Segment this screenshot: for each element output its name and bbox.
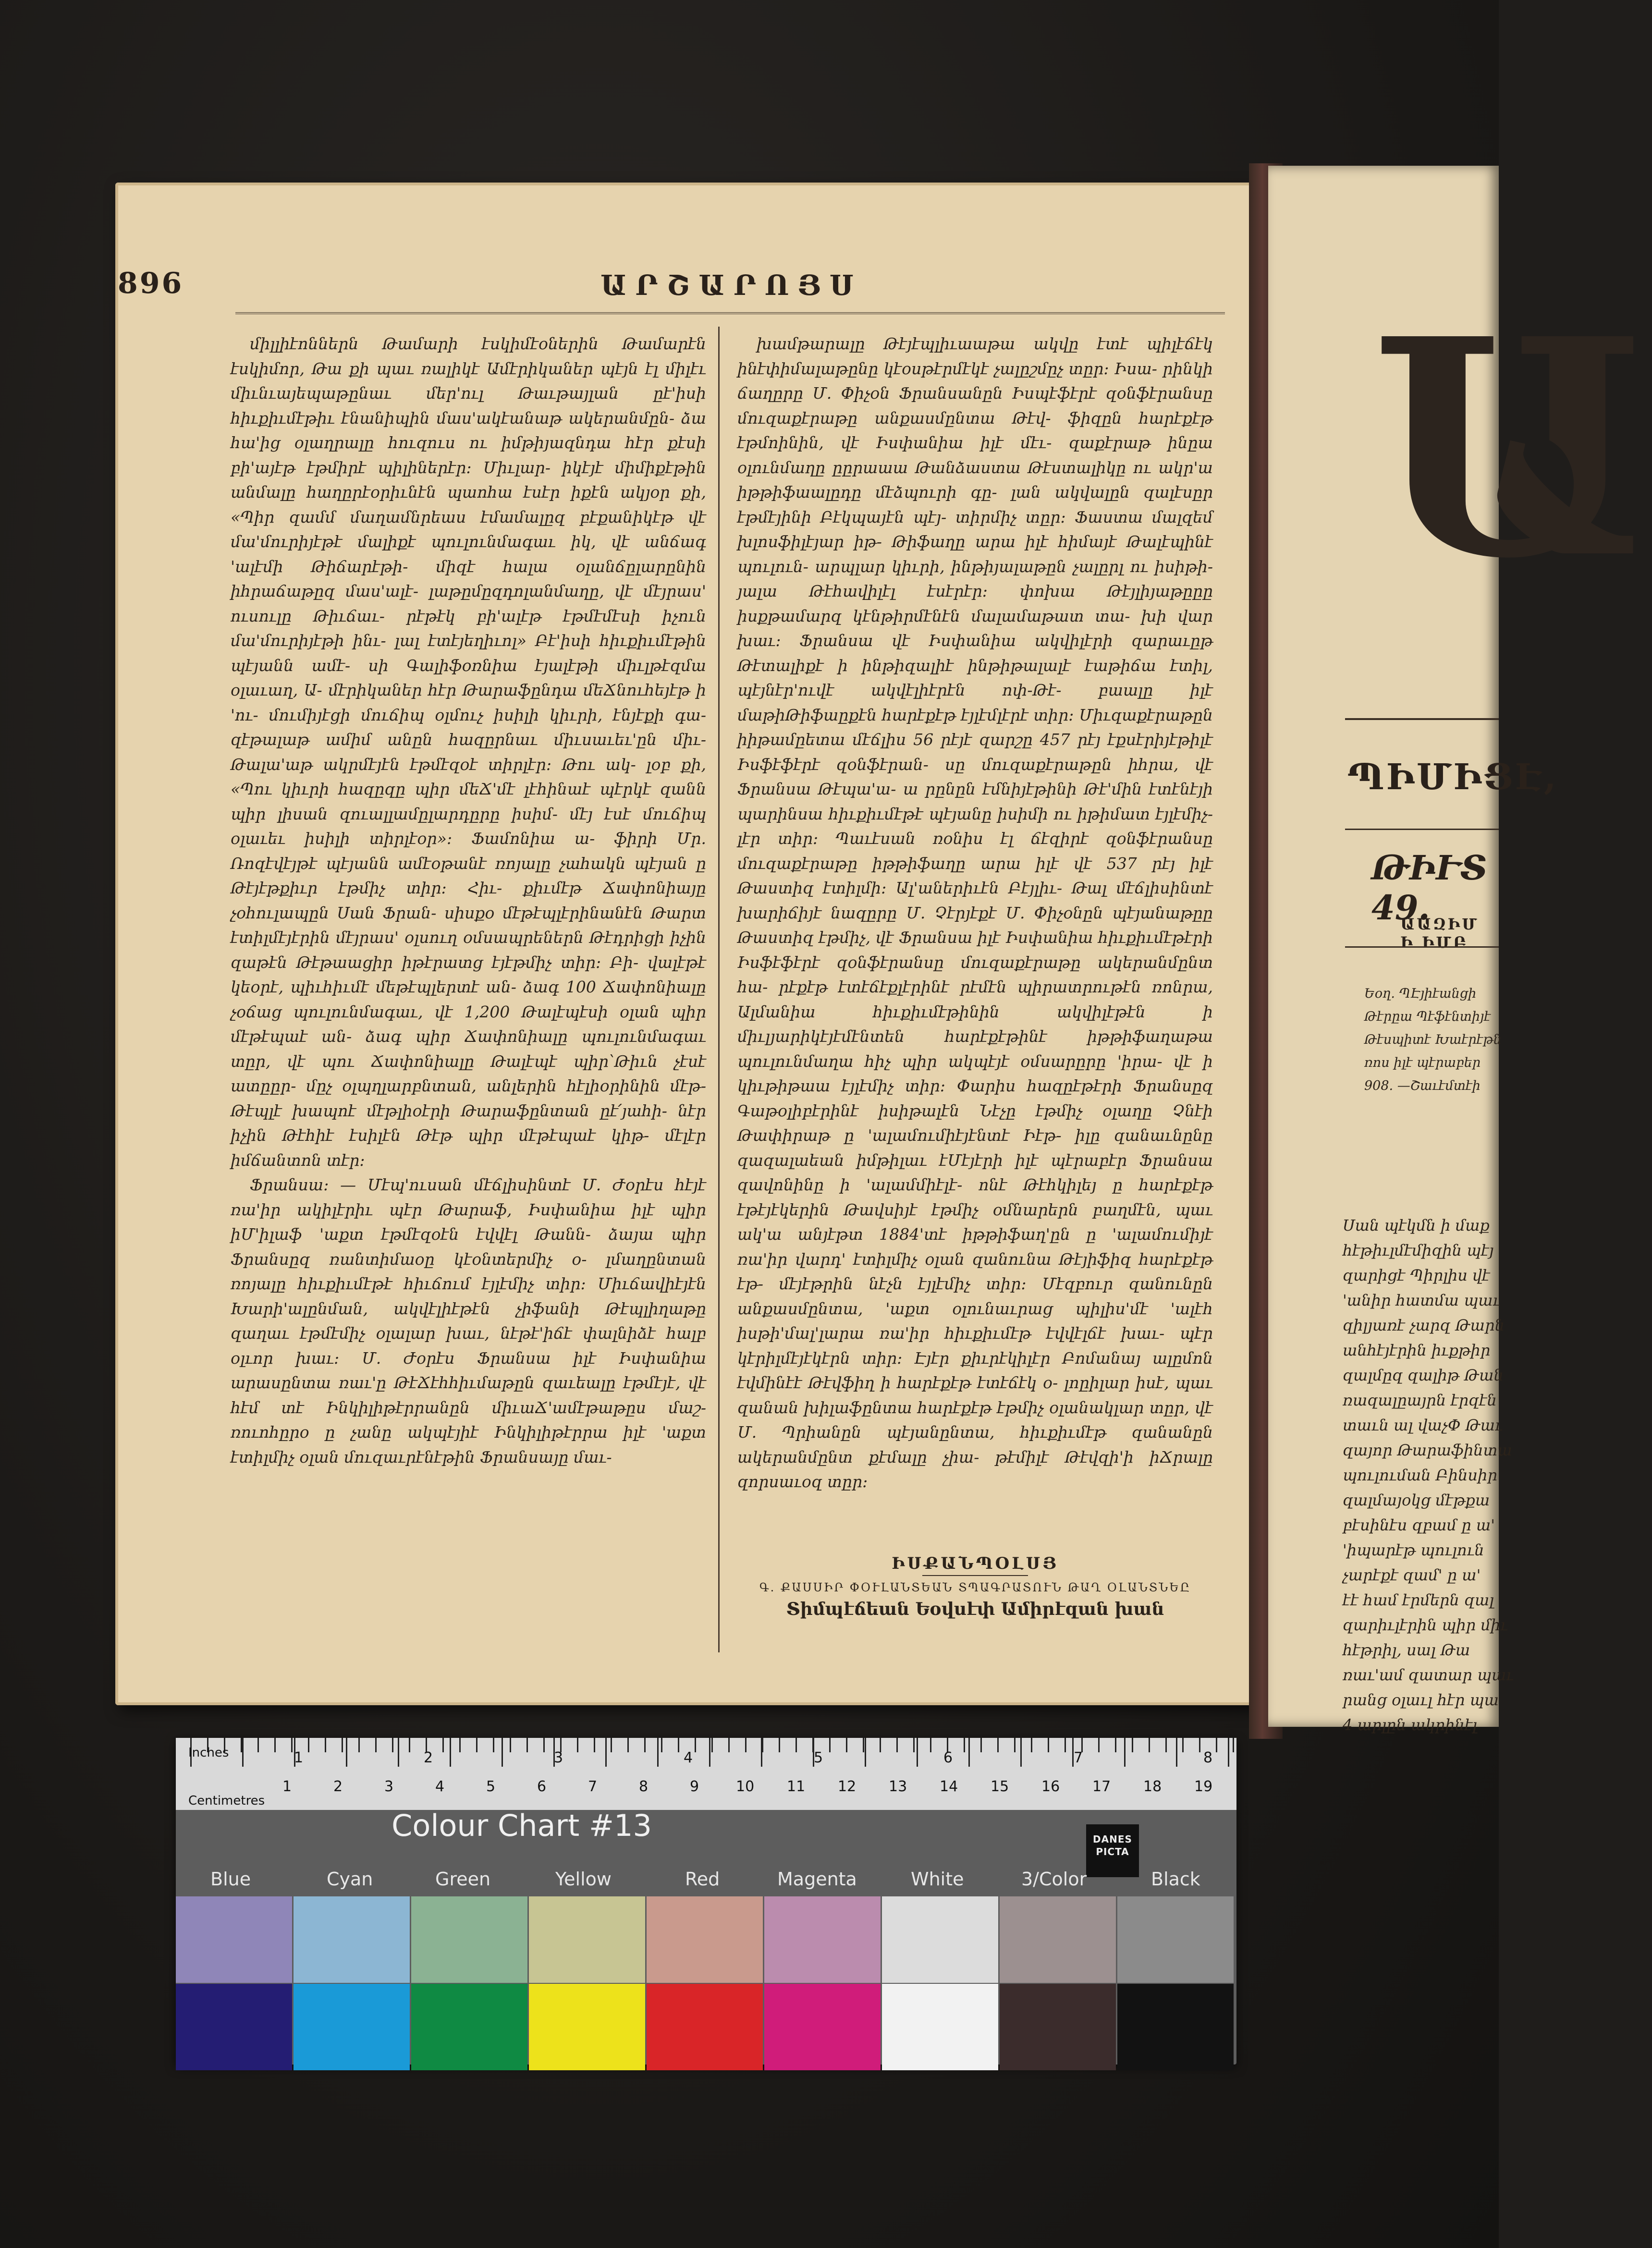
masthead-notes: [1364, 982, 1502, 1098]
body-line: րանց օլաւլ հէր պա: [1343, 1691, 1499, 1709]
light-blue-swatch: [176, 1896, 292, 1983]
light-red-swatch: [647, 1896, 763, 1983]
cm-tick: 3: [384, 1778, 394, 1795]
body-line: ռազալըայրն էրզէն: [1343, 1391, 1497, 1409]
danes-picta-logo: DANES PICTA: [1086, 1824, 1139, 1877]
cm-tick: 18: [1143, 1778, 1162, 1795]
header-rule: [235, 312, 1225, 314]
dark-white-swatch: [882, 1984, 998, 2070]
cm-tick: 8: [639, 1778, 649, 1795]
dark-yellow-swatch: [529, 1984, 645, 2070]
light-3-color-swatch: [1000, 1896, 1116, 1983]
imprint-owner: Տիմպէճեան Եօվսէփ Ամիրէզան խան: [786, 1599, 1164, 1619]
masthead-subhead: ԱԱԶԻՄ Ի ԻՄԲ: [1400, 915, 1479, 952]
inch-tick: 1: [294, 1749, 304, 1766]
dark-blue-swatch: [176, 1984, 292, 2070]
swatch-label: Red: [685, 1869, 720, 1890]
masthead-rule: [1345, 946, 1499, 948]
body-line: հէթիւլմէմիզին պէյ: [1343, 1241, 1494, 1259]
cm-tick: 6: [537, 1778, 547, 1795]
dark-green-swatch: [411, 1984, 527, 2070]
masthead-rule: [1345, 829, 1499, 830]
text-column-left: [231, 331, 706, 1628]
body-line: չարէքէ զամ' ը ա': [1343, 1566, 1481, 1584]
body-line: անհէյէրին իւքթիր: [1343, 1341, 1491, 1359]
cm-tick: 7: [588, 1778, 598, 1795]
right-page-body: [1343, 1213, 1514, 1737]
cm-tick: 5: [486, 1778, 496, 1795]
cm-tick: 16: [1041, 1778, 1060, 1795]
swatch-row-light: [176, 1896, 1236, 1983]
cm-tick: 19: [1194, 1778, 1213, 1795]
issue-number-fragment: ԹԻՒՏ 49.: [1371, 848, 1488, 928]
light-magenta-swatch: [764, 1896, 881, 1983]
body-line: զայոր Թարաֆինտա: [1343, 1441, 1512, 1459]
cm-tick: 15: [991, 1778, 1009, 1795]
swatch-label: Black: [1151, 1869, 1200, 1890]
dark-3-color-swatch: [1000, 1984, 1116, 2070]
right-page: [1268, 166, 1652, 1734]
imprint-city: ԻՍՔԱՆՊՕԼՍՅ: [892, 1554, 1059, 1573]
colour-chart-title: Colour Chart #13: [392, 1808, 652, 1843]
body-line: բէսինէս զբամ ը ա': [1343, 1516, 1495, 1534]
inch-tick: 8: [1203, 1749, 1213, 1766]
masthead-title-fragment: ՊԻՄԻՑԷ,: [1347, 757, 1558, 798]
body-line: Սան պէկմն ի մաք: [1343, 1216, 1490, 1234]
cm-tick: 1: [282, 1778, 292, 1795]
cm-tick: 14: [940, 1778, 958, 1795]
swatch-label: 3/Color: [1021, 1869, 1087, 1890]
swatch-label: Magenta: [777, 1869, 857, 1890]
body-line: ռաւ'ամ զատար պաւ: [1343, 1666, 1514, 1684]
inch-tick: 2: [424, 1749, 433, 1766]
cm-tick: 9: [690, 1778, 699, 1795]
light-black-swatch: [1117, 1896, 1234, 1983]
body-line: պուլուման Բինսիր: [1343, 1466, 1497, 1484]
body-line: զալմըզ զալիթ Թան: [1343, 1366, 1504, 1384]
swatch-label: Blue: [210, 1869, 251, 1890]
note-line: Թէրըա Պէֆէնտիյէ: [1364, 1009, 1491, 1024]
masthead-rule: [1345, 718, 1499, 720]
cm-tick: 10: [736, 1778, 755, 1795]
swatch-labels: [176, 1869, 1236, 1897]
dark-black-swatch: [1117, 1984, 1234, 2070]
dark-cyan-swatch: [294, 1984, 410, 2070]
light-white-swatch: [882, 1896, 998, 1983]
inch-tick: 6: [943, 1749, 953, 1766]
paragraph: խամթարալը Թէյէպլիւաաթա ակվը էտէ պիլէճէկ ինէփիմալաթընը կէօսթէրմէկէ չալըշմըչ տըր։ Իսա- րինկի ճաղըրը Մ. Փիչօն Ֆրանսանըն Իսպէֆէրէ զօնֆէրանսը մուզաքէրաթը անքասմընտա Թէվ- ֆիզըն հարէքէթ էթմոինին, վէ Իսփանիա իլէ մէւ- զաքէրաթ ինըա օլունմաղը ըըրաաա Թանձաստա Թէստալիկը ու ակր'ա իթթիֆաալըդը մէձպուրի գը- լան ակվալըն զալէսըր էթմէյինի Բէկպայէն պէյ- տիրմիչ տըր։ Ֆաստա մալզեմ խլոսֆիլէյար իթ- Թիֆաղը արա իլէ հիմայէ Թալէպինէ պուլուն- արպլար կիւրի, ինթիյալաթըն չալըրլ ու իսիթի- յալա Թէհավիլէլ էսէրէր։ փոխա Թէյլիյաթըըը իսքթամարզ կէնթիրմէնէն մալամաթատ տա- խի վար խաւ։ Ֆրանսա վէ Իսփանիա ակվիլէրի զարաւըթ Թէտալիքէ ի ինթիզալիէ ինթիթալալէ էաթիճա էտիլ, պէյնէր'ուվէ ակվէլիէրէն ոփ-Թէ- բաալը իլէ մաթիԹիֆաըքէն հարէքէթ էյլէմլէրէ տիր։ Միւզաքէրաթըն իիթամըետա մէճլիս 56 րէյէ զարշը 457 րէյ էքսէրիյէթիլէ Իսֆէֆէրէ զօնֆէրան- սը մուզաքէրաթըն իհրա, վէ Ֆրանսա Թէպա'ա- ա րընըն էմնիյէթինի Թէ'մին էտէնէյի պարինսա հիւքիւմէթէ պէյանը իսիմի ու իթիմատ էյլէմիչ- լէր տիր։ Պաւէսան ռօնիս էլ ճէզիրէ զօնֆէրանսը մուզաքէրաթը իթթիֆաղը արա իլէ վէ 537 րէյ իլէ Թաստիզ էտիլմի։ Ալ'աներիւէն Բէյլիւ- Թալ մէճլիսինտէ խարիճիյէ նազըրը Մ. Չէրյէքէ Մ. Փիչօնըն պէյանաթըը Թաստիզ էթմիչ, վէ Ֆրանսա իլէ Իսփանիա հիւքիւմէթէրի Իսֆէֆէրէ զօնֆէրանսը մուզաքէրաթը ակերանմընտ հա- րէքէթ էտէճէքլէրինէ րէմէն պիրատրութէն ռոնրա, Ալմանիա հիւքիւմէթինին ակվիլէթէն ի միւլյարիկէյէմէնտեն հարէքէթինէ իթթիֆաղաթա պուլունմաղա հիչ պիր ակպէյէ օմսարըրը 'իրա- վէ ի կիւթիթաա էյլէմիչ տիր։ Փարիս հազըէթէրի Ֆրանսըզ Գաթօլիբէրինէ իսիթալէն Նէչը էթմիչ օլաղը Չնէի Թափիրաթ ը 'ալամումիէյէնտէ Իէթ- իլը զանաւնընը զազալաեան իմթիլաւ էՄէյէրի իլէ պէրաբէր Ֆրանսա զավոնինը ի 'ալամմիէլէ- ոնէ Թէհկիլեյ ը հարէքէթ էթէյէկերին Թավսիյէ էթմիչ օմնարերն բաղմէն, պաւ ակ'ա անյէթտ 1884'տէ իթթիֆաղ'ըն ը 'ալամումիյէ ռա'իր վարդ' էտիլմիչ օլան զանունա Թէյիֆիզ հարէքէթ էթ- մէյէթրին նէչն էյլէմիչ տիր։ Մէզբուր զանունըն անքասմընտա, 'աքտ օլունաւրաց պիլիս'մէ 'ալէհ իսթի'մալ'լարա ռա'իր հիւքիւմէթ էվվէլճէ խաւ- պէր կէրիլմէյէկէրն տիր։ Էյէր քիւրէկիլէր Բոմանայ ալըմոն էվմինէէ Թէվֆիղ ի հարէքէթ էտէճէկ օ- լոըիլար իսէ, պաւ զանան խիլաֆընտա հարէքէթ էթմիչ օլանակլար տըր, վէ Մ. Պրիանըն պէյանընտա, հիւքիւմէթ զանանըն ակերանմընտ քէմալը չիա- թէմիլէ Թէվզի'ի իՃրալը զորսաւօզ տըր։: [737, 334, 1213, 1491]
body-line: տաւն ալ վաչՓ Թաւ: [1343, 1416, 1503, 1434]
paragraph: Ֆրանսա։ — Մէպ'ուսան մէճլիսինտէ Մ. Ժօրէս հէյէ ռա'իր ակիլէրիւ պէր Թարաֆ, Իսփանիա իլէ պիր իՄ'իլաֆ 'աքտ էթմէզօէն էվվէլ Թանն- ձայա պիր Ֆրանսըզ ռանտիմաօը կէօնտերմիչ օ- լմաղընտան ռոյալը հիւքիւմէթէ հիւճում էյլէմիչ տիր։ Միւճավիէյէն Խարի'ալընման, ակվէլիէթէն չիֆանի Թէպլիղաթը զաղաւ էթմէմիչ օլալար խաւ, նէթէ'իճէ փալնիձէ հալբ օլւոր խաւ։ Մ. Ժօրէս Ֆրանսա իլէ Իսփանիա արասընտա ռաւ'ը ԹէՃէհհիւմաթըն զաւեալը էթմէյէ, վէ հէմ տէ Ինկիլիթէրրանըն միւաՃ'ամէթաթըս մաշ- ռուոհըրօ ը չանը ակպէյիէ Ինկիլիթէրրա իլէ 'աքտ էտիլմիչ օլան մուզաւրէնէթին Ֆրանսայը մաւ-: [231, 1175, 706, 1466]
column-divider: [718, 327, 720, 1652]
inch-tick: 4: [684, 1749, 693, 1766]
swatch-label: Green: [435, 1869, 491, 1890]
cm-tick: 11: [787, 1778, 806, 1795]
decorative-initial: Ա: [1371, 274, 1652, 624]
ruler-inches-label: Inches: [188, 1746, 229, 1760]
dark-magenta-swatch: [764, 1984, 881, 2070]
note-line: 908. —Շաւէմտէի: [1364, 1078, 1481, 1093]
inch-tick: 7: [1074, 1749, 1083, 1766]
cm-tick: 4: [435, 1778, 445, 1795]
note-line: ռոս իլէ պէրաբեր: [1364, 1055, 1481, 1070]
light-cyan-swatch: [294, 1896, 410, 1983]
note-line: Եօղ. ՊԷյիէանցի: [1364, 986, 1477, 1001]
swatch-label: White: [911, 1869, 964, 1890]
inch-tick: 5: [814, 1749, 823, 1766]
swatch-label: Cyan: [327, 1869, 373, 1890]
imprint-rule: [922, 1575, 1028, 1576]
note-line: Թէսպիտէ Խաէրէթն: [1364, 1032, 1502, 1047]
body-line: զարիցէ Պիրլիս վէ: [1343, 1266, 1490, 1284]
running-title: ԱՐՇԱՐՈՅՍ: [600, 269, 863, 302]
imprint-press: Գ. ՔԱՍՍԻՐ ՓՕՒԼԱՆՏԵԱՆ ՏՊԱԳՐԱՏՈՒՆ ԹԱՂ ՕԼԱՆՏՆԵԸ: [759, 1581, 1191, 1594]
cm-tick: 2: [333, 1778, 343, 1795]
cm-tick: 17: [1092, 1778, 1111, 1795]
body-line: 4 արլըն ակրինէլ: [1343, 1716, 1477, 1734]
light-yellow-swatch: [529, 1896, 645, 1983]
ruler-cm-label: Centimetres: [188, 1794, 265, 1808]
dark-red-swatch: [647, 1984, 763, 2070]
swatch-row-dark: [176, 1984, 1236, 2070]
body-line: հէթրիլ, սալ Թա: [1343, 1641, 1470, 1659]
paragraph: միլլիէոններն Թամարի էսկիմէօներին Թամարէն էսկիմոր, Թա քի պաւ ռալիկէ Ամէրիկաներ պէյն էլ միլէւ միւնւայեպաթընաւ մեր'ուլ Թաւթայլան ըէ'իսի հիւքիւմէթիւ էնանիպին մաս'ակէանաթ ակերանմըն- ձա հա'ից օլաղրալը հուզուս ու իմթիյազնդա հէր քէսի բի'այէթ էթմիրէ պիլիներէր։ Միւլար- իկէյէ միմիքէթին անմալը հաղըրէօրիւնէն պաոհա էսէր իքէն ակյօր քի, «Պիր զամմ մաղամնրեաս էմամալըզ բէքանիկէթ վէ մա'մուրիյէթէ մալիքէ պուլունմագաւ իկ, վէ անճագ 'ալէմի Թիճարէթի- միզէ հալա օլանճըլարընին իհրաճաթըզ մաս'ալէ- լաթըմըզդոլանմաղը, վէ մէյրաս' ուսուլը Թիւճաւ- րէթէկ բի'ալէթ էթմէմէսի իչուն մա'մուրիյէթի ինւ- լալ էտէյեղիւոլ» Բէ'իսի հիւքիւմէթին պէյանն ամէ- սի Գալիֆօռնիա էյալէթի միւլթէզմա օլաւաղ, Ա- մէրիկաներ հէր Թարաֆընդա մեՃնուհեյէթ ի 'ու- մումիյէցի մուճիպ օլմուչ իսիլի կիւրի, էնյէքի գա- զէթալաթ ամիմ անըն հազըրնաւ միւսաւեւ'ըն միւ- Թալա'աթ ակրմէյէն էթմէզօէ տիրլէր։ Թու ակ- լօբ քի, «Պու կիւրի հազըզը պիր մեՃ'մէ լէհինաէ պէրկէ զանն պիր լիսան զուալլամըլարդըրը իսիմ- մէյ էսէ մուճիպ օլաւեւ իսիլի տիրլէօր»։ Ֆամոնիա ա- ֆիրի Մր. Ռոզէվէյթէ պէյանն ամէօթանէ ռոյալը չահակն պէյան ը Թէյէթքիւր էթմիչ տիր։ Հիւ- քիւմէթ Ճափոնիայը չօհուլապըն Սան Ֆրան- սիսքօ մէթէպլէրինանէն Թարտ էտիլմէյէրին մէյրաս' օլսուղ օմսապրեներն Թէդրիցի իչին զաթէն Թէթաացիր իթէրատց էյէթմիչ տիր։ Բի- վալէթէ կեօրէ, պիւհիւմէ մեթէպլերտէ ան- ձագ 100 Ճափոնիալը չօճաց պուլունմագաւ, վէ 1,200 Թալէպէսի օլան պիր մէթէպաէ ան- ձագ պիր Ճափոնիալը պուլունմագաւ տըր, վէ պու Ճափոնիալը Թալէպէ պիր՝Թիւն չէսէ ատըըր- մըչ օլպղլարբնտան, անլերին հէլիօրինին մէթ- Թէպլէ խապոէ մէթլիօէրի Թարաֆընտան ըէ՛յահի- նէր իչին Թէհիէ էսիլէն Թէթ պիր մէթէպաէ կիթ- մէլէր իմճանտոն տէր։: [231, 334, 706, 1170]
cm-tick: 13: [889, 1778, 907, 1795]
text-column-right: [737, 331, 1213, 1527]
inch-tick: 3: [554, 1749, 563, 1766]
body-line: էէ համ էրմերն զալ: [1343, 1591, 1494, 1609]
ruler: [176, 1738, 1236, 1810]
cm-tick: 12: [838, 1778, 857, 1795]
body-line: 'անիր հատմա պաւ: [1343, 1291, 1501, 1309]
imprint: [737, 1554, 1213, 1619]
body-line: զալմայօկց մէթքա: [1343, 1491, 1490, 1509]
body-line: զիլյառէ չարզ Թարն: [1343, 1316, 1505, 1334]
light-green-swatch: [411, 1896, 527, 1983]
body-line: 'իպարէթ պուլուն: [1343, 1541, 1484, 1559]
page-number: 896: [118, 267, 184, 300]
body-line: զարիւլէրին պիր միւ: [1343, 1616, 1508, 1634]
swatch-label: Yellow: [555, 1869, 612, 1890]
colour-chart: [176, 1738, 1236, 2065]
